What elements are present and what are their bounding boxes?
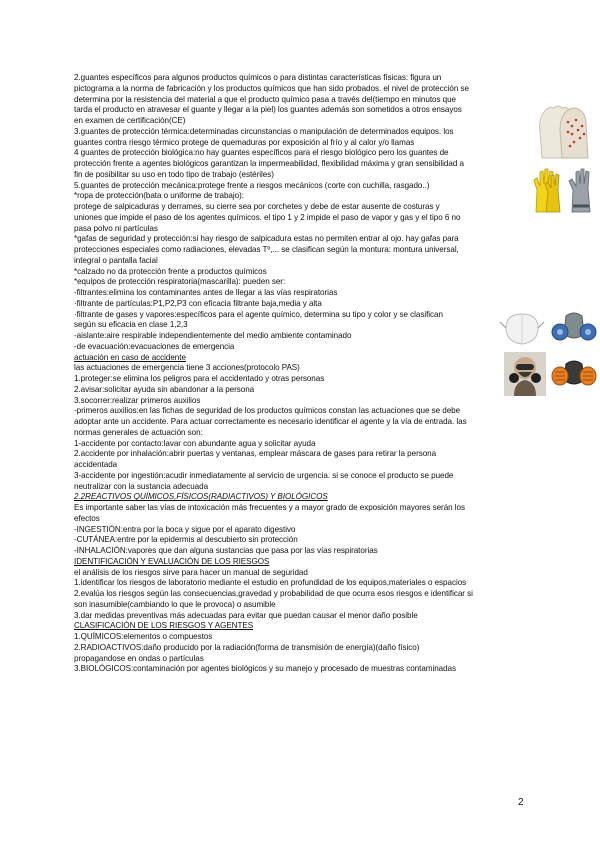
page-number: 2 bbox=[518, 797, 524, 808]
dust-mask-image bbox=[498, 306, 546, 350]
text-line: -CUTÁNEA:entre por la epidermis al descubierto sin protección bbox=[74, 535, 298, 545]
text-line: neutralizar con la sustancia adecuada bbox=[74, 481, 209, 491]
text-line: -primeros auxilios:en las fichas de seguridad de los productos químicos constan las actuaciones que se debe bbox=[74, 406, 461, 416]
text-line: 3-accidente por ingestión:acudir inmediatamente al servicio de urgencia. si se conoce el producto se puede bbox=[74, 470, 454, 480]
text-line: *ropa de protección(bata o uniforme de trabajo): bbox=[74, 191, 244, 201]
text-line: el análisis de los riesgos sirve para hacer un manual de seguridad bbox=[74, 567, 308, 577]
text-line: 1.proteger:se elimina los peligros para el accidentado y otras personas bbox=[74, 374, 325, 383]
text-line: propagandose en ondas o partículas bbox=[74, 653, 204, 663]
text-line: 2.accidente por inhalación:abrir puertas y ventanas, emplear máscara de gases para retirar la persona bbox=[74, 449, 437, 459]
section-heading: CLASIFICACIÓN DE LOS RIESGOS Y AGENTES bbox=[74, 621, 254, 631]
text-line: adoptar ante un accidente. Para actuar correctamente es necesario identificar el agente y la vía de entrada. las bbox=[74, 417, 467, 426]
text-line: integral o pantalla facial bbox=[74, 255, 158, 265]
yellow-rubber-gloves-image bbox=[532, 166, 562, 214]
text-line: -INGESTIÓN:entra por la boca y sigue por el aparato digestivo bbox=[74, 524, 296, 534]
orange-respirator-image bbox=[550, 352, 598, 396]
text-line: según su eficacia en clase 1,2,3 bbox=[74, 320, 188, 330]
text-line: 2.evalúa los riesgos según las consecuencias,gravedad y probabilidad de que ocurra esos riesgos e identificar si bbox=[74, 589, 473, 598]
text-line: guantes contra riesgo térmico protege de quemaduras por exposición al frío y al calor y/o llamas bbox=[74, 137, 415, 147]
text-line: -de evacuación:evacuaciones de emergencia bbox=[74, 341, 235, 351]
text-line: las actuaciones de emergencia tiene 3 acciones(protocolo PAS) bbox=[74, 363, 300, 373]
heat-resistant-glove-image bbox=[532, 102, 594, 160]
text-line: 2.avisar:solicitar ayuda sin abandonar a la persona bbox=[74, 384, 255, 394]
text-line: 5.guantes de protección mecánica:protege frente a riesgos mecánicos (corte con cuchilla, rasgado..) bbox=[74, 180, 430, 190]
text-line: ·filtrante de gases y vapores:específicos para el agente químico, determina su tipo y color y se clasifican bbox=[74, 309, 443, 319]
text-line: *gafas de seguridad y protección:si hay riesgo de salpicadura estas no permiten entrar al ojo. hay gafas para bbox=[74, 234, 459, 244]
text-line: 2.RADIOACTIVOS:daño producido por la radiación(forma de transmisión de energía)(daño físico) bbox=[74, 642, 420, 652]
text-line: accidentada bbox=[74, 460, 118, 469]
text-line: en examen de certificación(CE) bbox=[74, 116, 186, 125]
text-line: pictograma a la norma de fabricación y los productos químicos que han sido probados. el nivel de protección se bbox=[74, 83, 469, 93]
text-line: uniones que impide el paso de los agentes químicos. el tipo 1 y 2 impide el paso de vapor y gas y el tipo 6 no bbox=[74, 212, 461, 222]
text-line: 3.dar medidas preventivas más adecuadas para evitar que puedan causar el menor daño posible bbox=[74, 610, 418, 620]
text-line: *equipos de protección respiratoria(mascarilla): pueden ser: bbox=[74, 277, 286, 287]
text-line: -INHALACIÓN:vapores que dan alguna sustancias que pasa por las vías respiratorias bbox=[74, 546, 378, 555]
text-line: *calzado no da protección frente a productos químicos bbox=[74, 266, 267, 276]
text-line: protege de salpicaduras y derrames, su cierre sea por corchetes y debe de estar ausente de costuras y bbox=[74, 202, 440, 211]
text-line: ·filtrante de partículas:P1,P2,P3 con eficacia filtrante baja,media y alta bbox=[74, 298, 322, 308]
text-line: efectos bbox=[74, 513, 100, 523]
text-line: determina por la resistencia del material a que el producto químico pasa a través del(tiempo en minutos que bbox=[74, 94, 457, 104]
text-line: -filtrantes:elimina los contaminantes antes de llegar a las vías respiratorias bbox=[74, 288, 338, 297]
text-line: 1.identificar los riesgos de laboratorio mediante el estudio en profundidad de los equipos,materiales o espacios bbox=[74, 578, 467, 588]
text-line: 3.BIOLÓGICOS:contaminación por agentes biológicos y su manejo y procesado de muestras contaminadas bbox=[74, 664, 457, 674]
text-line: 2.guantes específicos para algunos productos químicos o para distintas características físicas: figura un bbox=[74, 73, 442, 82]
section-heading: actuación en caso de accidente bbox=[74, 352, 186, 362]
gas-mask-worker-image bbox=[504, 352, 546, 396]
text-line: protecciones especiales como radiaciones, elevadas Tº,... se clasifican según la montura: montura universal, bbox=[74, 245, 459, 254]
text-line: son inasumible(cambiando lo que le provoca) o asumible bbox=[74, 599, 276, 609]
text-line: 1.QUÍMICOS:elementos o compuestos bbox=[74, 632, 213, 641]
half-face-respirator-image bbox=[550, 306, 598, 350]
page-text bbox=[74, 73, 530, 675]
text-line: 1-accidente por contacto:lavar con abundante agua y solicitar ayuda bbox=[74, 438, 316, 448]
text-line: tarda el producto en atravesar el guante y llegar a la piel) los guantes además son sometidos a otros ensayos bbox=[74, 105, 462, 115]
text-line: normas generales de actuación son: bbox=[74, 427, 203, 437]
text-line: fin de posibilitar su uso en todo tipo de trabajo (estériles) bbox=[74, 169, 274, 179]
text-line: 3.guantes de protección térmica:determinadas circunstancias o manipulación de determinados equipos. los bbox=[74, 126, 454, 136]
text-line: pasa polvo ni partículas bbox=[74, 223, 158, 233]
text-line: Es importante saber las vías de intoxicación más frecuentes y a mayor grado de exposición mayores serán los bbox=[74, 503, 465, 512]
cut-resistant-glove-image bbox=[566, 166, 596, 214]
section-heading: IDENTIFICACIÓN Y EVALUACIÓN DE LOS RIESGOS bbox=[74, 556, 270, 566]
text-line: 3.socorrer:realizar primeros auxilios bbox=[74, 395, 201, 405]
text-line: 4 guantes de protección biológica:no hay guantes específicos para el riesgo biológico pero los guantes de bbox=[74, 148, 449, 158]
section-heading: 2.2REACTIVOS QUÍMICOS,FÍSICOS(RADIACTIVOS) Y BIOLÓGICOS bbox=[74, 492, 328, 502]
text-line: protección frente a agentes biológicos garantizan la impermeabilidad, flexibilidad máxima y gran sensibilidad a bbox=[74, 159, 464, 168]
text-line: -aislante:aire respirable independientemente del medio ambiente contaminado bbox=[74, 331, 352, 340]
